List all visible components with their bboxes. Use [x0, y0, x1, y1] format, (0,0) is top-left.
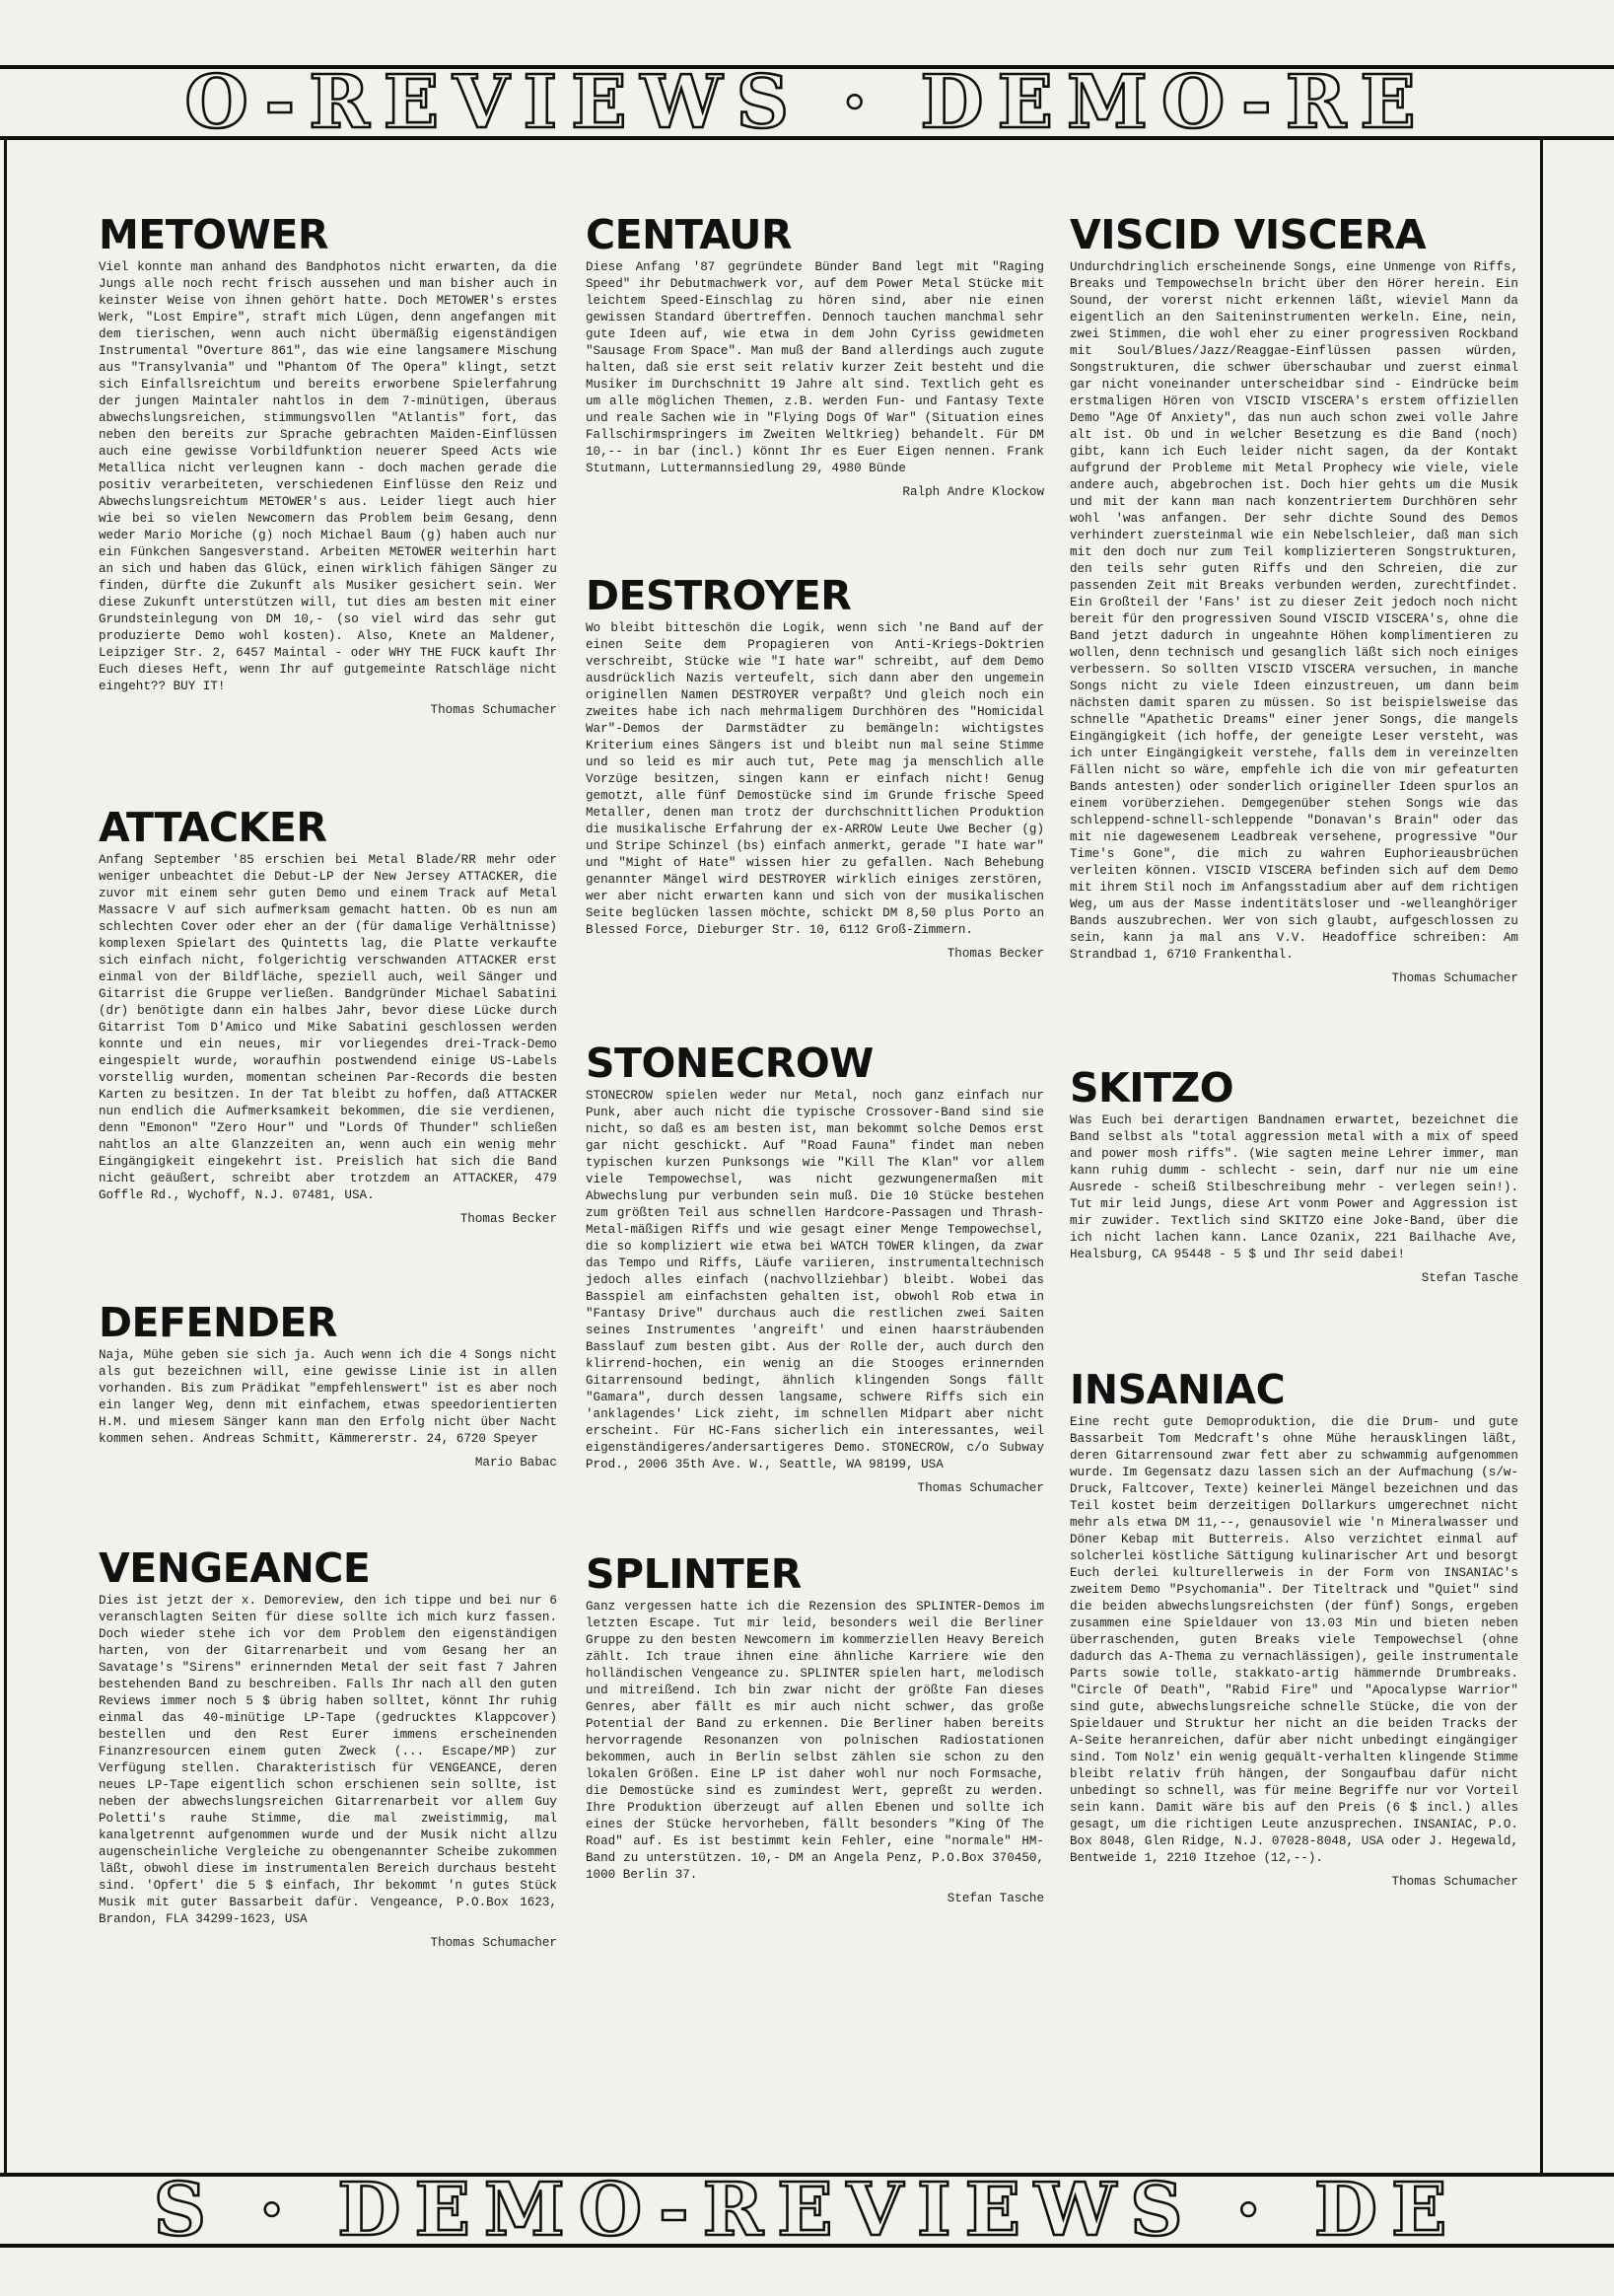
review-skitzo [1070, 1064, 1518, 1285]
review-author: Thomas Schumacher [430, 1936, 557, 1950]
review-insaniac [1070, 1366, 1518, 1889]
review-author: Mario Babac [474, 1456, 557, 1470]
review-author: Thomas Schumacher [1391, 1875, 1518, 1889]
review-text: Anfang September '85 erschien bei Metal Blade/RR mehr oder weniger unbeachtet die Debut-LP der New Jersey ATTACKER, die zuvor mit einem sehr guten Demo und einem Track auf Metal Massacre V auf sich aufmerksam gemacht hatten. Ob es nun am schlechten Cover oder eher an der (für damalige Verhältnisse) komplexen Spielart des Quintetts lag, die Platte verkaufte sich einfach nicht, folgerichtig verschwanden ATTACKER erst einmal von der Bildfläche, speziell auch, weil Sänger und Gitarrist die Gruppe verließen. Bandgründer Michael Sabatini (dr) benötigte dann ein halbes Jahr, bevor diese Lücke durch Gitarrist Tom D'Amico und Mike Sabatini geschlossen werden konnte und ein neues, mir vorliegendes drei-Track-Demo eingespielt wurde, woraufhin postwendend einige US-Labels vorstellig wurden, momentan scheinen Par-Records die besten Karten zu besitzen. In der Tat bleibt zu hoffen, daß ATTACKER nun endlich die Aufmerksamkeit bekommen, die sie verdienen, denn "Emonon" "Zero Hour" und "Lords Of Thunder" schließen nahtlos an alte Glanzzeiten an, wenn auch ein wenig mehr Eingängigkeit eingekehrt ist. Preislich hat sich die Band nicht geäußert, schreibt aber trotzdem an ATTACKER, 479 Goffle Rd., Wychoff, N.J. 07481, USA. [99, 853, 557, 1202]
review-title: SPLINTER [586, 1550, 802, 1598]
bottom-banner-text: S · DEMO-REVIEWS · DE [153, 2173, 1461, 2248]
review-title: DEFENDER [99, 1299, 337, 1346]
review-title: SKITZO [1070, 1064, 1234, 1112]
review-author: Thomas Becker [459, 1212, 557, 1226]
bottom-banner [0, 2173, 1614, 2248]
review-destroyer [586, 572, 1044, 961]
review-text: Undurchdringlich erscheinende Songs, eine Unmenge von Riffs, Breaks und Tempowechseln bricht über den Hörer herein. Ein Sound, der vorerst nicht erkennen läßt, wieviel Mann da eigentlich an den Saiteninstrumenten werkeln. Eine, nein, zwei Stimmen, die wohl eher zu einer progressiven Rockband mit Soul/Blues/Jazz/Reaggae-Einflüssen passen würden, Songstrukturen, die schwer überschaubar und zuerst einmal gar nicht voneinander unterscheidbar sind - Eindrücke beim erstmaligen Hören von VISCID VISCERA's erstem offiziellen Demo "Age Of Anxiety", das nun auch schon zwei volle Jahre alt ist. Ob und in welcher Besetzung es die Band (noch) gibt, kann ich Euch leider nicht sagen, da der Kontakt aufgrund der Probleme mit Metal Prophecy wie viele, viele andere auch, abgebrochen ist. Doch hier gehts um die Musik und mit der kann man nach konzentriertem Durchhören sehr wohl 'was anfangen. Der sehr dichte Sound des Demos verhindert zuersteinmal wie ein Nebelschleier, daß man sich mit den doch nur zum Teil komplizierteren Songstrukturen, den teils sehr guten Riffs und den Schreien, die zur passenden Zeit mit Breaks verbunden werden, zurechtfindet. Ein Großteil der 'Fans' ist zu dieser Zeit jedoch noch nicht bereit für den progressiven Sound VISCID VISCERA's, ohne die Band jetzt dadurch in ungeahnte Höhen komplimentieren zu wollen, denn technisch und gesanglich läßt sich noch einiges verbessern. So sollten VISCID VISCERA versuchen, in manche Songs nicht zu viele Ideen einzustreuen, um dann beim nächsten damit sparen zu müssen. So ist beispielsweise das schnelle "Apathetic Dreams" einer jener Songs, die mangels Eingängigkeit (ich hoffe, der geneigte Leser versteht, was ich unter Eingängigkeit verstehe, falls dem in vereinzelten Fällen nicht so wäre, empfehle ich die von mir gefeaturten Bands antesten) oder sonderlich origineller Ideen spurlos an einem vorüberziehen. Demgegenüber stehen Songs wie das schleppend-schnell-schleppende "Donavan's Brain" oder das mit nie dagewesenem Leadbreak versehene, progressive "Our Time's Gone", die mich zu wahren Euphorieausbrüchen verleiten können. VISCID VISCERA befinden sich auf dem Demo mit ihrem Stil noch im Anfangsstadium aber auf dem richtigen Weg, um aus der Masse indentitätsloser und -welleanghöriger Bands auszubrechen. Wer von sich glaubt, aufgeschlossen zu sein, kann ja mal ans V.V. Headoffice schreiben: Am Strandbad 1, 6710 Frankenthal. [1070, 260, 1518, 962]
review-text: Naja, Mühe geben sie sich ja. Auch wenn ich die 4 Songs nicht als gut bezeichnen will, eine gewisse Linie ist in allen vorhanden. Bis zum Prädikat "empfehlenswert" ist es aber noch ein langer Weg, denn mit einfachem, etwas speedorientierten H.M. und miesem Sänger kann man den Erfolg nicht über Nacht kommen sehen. Andreas Schmitt, Kämmererstr. 24, 6720 Speyer [99, 1348, 557, 1446]
review-viscid-viscera [1070, 211, 1518, 985]
column-2 [586, 211, 1044, 1939]
top-banner [0, 65, 1614, 140]
review-metower [99, 211, 557, 717]
review-defender [99, 1299, 557, 1470]
review-title: CENTAUR [586, 211, 793, 258]
review-author: Thomas Schumacher [430, 703, 557, 717]
review-title: VISCID VISCERA [1070, 211, 1427, 258]
review-text: STONECROW spielen weder nur Metal, noch ganz einfach nur Punk, aber auch nicht die typische Crossover-Band sind sie nicht, so daß es am besten ist, man bekommt solche Demos erst gar nicht geschickt. Auf "Road Fauna" findet man neben typischen kurzen Punksongs wie "Kill The Klan" vor allem viele Tempowechsel, was nicht gezwungenermaßen mit Abwechslung pur verbunden sein muß. Die 10 Stücke bestehen zum größten Teil aus schnellen Hardcore-Passagen und Thrash-Metal-mäßigen Riffs und wie gesagt einer Menge Tempowechsel, die so kompliziert wie etwa bei WATCH TOWER klingen, da zwar das Tempo und Riffs, Läufe variieren, instrumentaltechnisch jedoch alles einfach (nachvollziehbar) bleibt. Wobei das Basspiel am einfachsten gehalten ist, obwohl Rob etwa in "Fantasy Drive" durchaus auch die restlichen zwei Saiten seines Instrumentes 'angreift' und einen haarsträubenden Basslauf zum besten gibt. Aus der Rolle der, auch durch den klirrend-hochen, ein wenig an die Stooges erinnernden Gitarrensound bedingt, ähnlich klingenden Songs fällt "Gamara", durch dessen langsame, schwere Riffs sich ein 'anklagendes' Lick zieht, im schnellen Midpart aber nicht erscheint. Für HC-Fans sicherlich ein interessantes, weil eigenständigeres/andersartigeres Demo. STONECROW, c/o Subway Prod., 2006 35th Ave. W., Seattle, WA 98199, USA [586, 1089, 1044, 1471]
review-author: Ralph Andre Klockow [902, 485, 1044, 499]
review-author: Thomas Becker [947, 947, 1044, 961]
review-author: Stefan Tasche [1421, 1271, 1518, 1285]
review-stonecrow [586, 1040, 1044, 1495]
review-title: DESTROYER [586, 572, 852, 619]
review-attacker [99, 804, 557, 1226]
review-title: ATTACKER [99, 804, 327, 851]
left-rule [4, 138, 7, 2173]
review-centaur [586, 211, 1044, 499]
review-text: Eine recht gute Demoproduktion, die die Drum- und gute Bassarbeit Tom Medcraft's ohne Mühe herausklingen läßt, deren Gitarrensound zwar fett aber zu schwammig aufgenommen wurde. Im Gegensatz dazu lassen sich an der Aufmachung (s/w-Druck, Faltcover, Texte) keinerlei Mängel bezeichnen und das Teil kostet beim derzeitigen Dollarkurs umgerechnet nicht mehr als etwa DM 11,--, genausoviel wie 'n Mineralwasser und Döner Kebap mit Butterreis. Also verzichtet einmal auf solcherlei köstliche Sättigung kulinarischer Art und besorgt Euch derlei kulturellerweis in der Form von INSANIAC's zweitem Demo "Psychomania". Der Titeltrack und "Quiet" sind die beiden abwechslungsreichsten (der fünf) Songs, ergeben zusammen eine Spieldauer von 13.03 Min und bieten neben überraschenden, guten Breaks viele Tempowechsel (ohne dadurch das A-Thema zu vernachlässigen), geile instrumentale Parts sowie tolle, stakkato-artig hämmernde Drumbreaks. "Circle Of Death", "Rabid Fire" und "Apocalypse Warrior" sind gute, abwechslungsreiche schnelle Stücke, die von der Spieldauer und Struktur her nicht an die beiden Tracks der A-Seite heranreichen, dafür aber nicht unbedingt eingängiger sind. Tom Nolz' ein wenig gequält-verhalten klingende Stimme bleibt relativ früh hängen, der Songaufbau dafür nicht unbedingt so schnell, was für meine Begriffe nur vor Vorteil sein kann. Damit wäre bis auf den Preis (6 $ incl.) alles gesagt, um die richtigen Leute anzusprechen. INSANIAC, P.O. Box 8048, Glen Ridge, N.J. 07028-8048, USA oder J. Hegewald, Bentweide 1, 2210 Itzehoe (12,--). [1070, 1415, 1518, 1865]
review-title: METOWER [99, 211, 328, 258]
review-text: Wo bleibt bitteschön die Logik, wenn sich 'ne Band auf der einen Seite dem Propagieren von Anti-Kriegs-Doktrien verschreibt, Stücke wie "I hate war" schreibt, auf dem Demo ausdrücklich Nazis verteufelt, sich dann aber den ungemein originellen Namen DESTROYER verpaßt? Und gleich noch ein zweites habe ich nach mehrmaligem Durchhören des "Homicidal War"-Demos der Darmstädter zu bemängeln: wichtigstes Kriterium eines Sängers ist und bleibt nun mal seine Stimme und so leid es mir auch tut, Pete mag ja menschlich alle Vorzüge besitzen, singen kann er einfach nicht! Genug gemotzt, alle fünf Demostücke sind im Grunde frische Speed Metaller, denen man trotz der durchschnittlichen Produktion die musikalische Erfahrung der ex-ARROW Leute Uwe Becher (g) und Stripe Schinzel (bs) einfach anmerkt, gerade "I hate war" und "Might of Hate" wissen hier zu gefallen. Nach Behebung genannter Mängel wird DESTROYER wirklich einiges zerstören, wer aber nicht erwarten kann und sich von der musikalischen Seite beglücken lassen möchte, schickt DM 8,50 plus Porto an Blessed Force, Dieburger Str. 10, 6112 Groß-Zimmern. [586, 621, 1044, 937]
top-banner-text: O-REVIEWS · DEMO-RE [184, 65, 1430, 140]
review-text: Diese Anfang '87 gegründete Bünder Band legt mit "Raging Speed" ihr Debutmachwerk vor, auf dem Power Metal Stücke mit leichtem Speed-Einschlag zu hören sind, aber nie einen gewissen Standard übertreffen. Dennoch tauchen manchmal sehr gute Ideen auf, wie etwa in dem John Cyriss gewidmeten "Sausage From Space". Man muß der Band allerdings auch zugute halten, daß sie erst seit relativ kurzer Zeit besteht und die Musiker im Durchschnitt 19 Jahre alt sind. Textlich geht es um alle möglichen Themen, z.B. werden Fun- und Fantasy Texte und reale Sachen wie in "Flying Dogs Of War" (Situation eines Fallschirmspringers im Zweiten Weltkrieg) behandelt. Für DM 10,-- in bar (incl.) könnt Ihr es Euer Eigen nennen. Frank Stutmann, Luttermannsiedlung 29, 4980 Bünde [586, 260, 1044, 475]
review-author: Stefan Tasche [947, 1892, 1044, 1905]
review-text: Was Euch bei derartigen Bandnamen erwartet, bezeichnet die Band selbst als "total aggression metal with a mix of speed and power mosh riffs". (Wie sagten meine Lehrer immer, man kann ruhig dumm - schlecht - sein, darf nur nie um eine Ausrede - scheiß Stilbeschreibung mehr - verlegen sein!). Tut mir leid Jungs, diese Art vonm Power and Aggression ist mir zuwider. Textlich sind SKITZO eine Joke-Band, über die ich nicht lachen kann. Lance Ozanix, 221 Bailhache Ave, Healsburg, CA 95448 - 5 $ und Ihr seid dabei! [1070, 1113, 1518, 1261]
review-text: Viel konnte man anhand des Bandphotos nicht erwarten, da die Jungs alle noch recht frisch aussehen und man bisher auch in keinster Weise von ihnen gehört hatte. Doch METOWER's erstes Werk, "Lost Empire", straft mich Lügen, denn angefangen mit dem tierischen, wenn auch nicht übermäßig eigenständigen Instrumental "Overture 861", das wie eine langsamere Mischung aus "Transylvania" und "Phantom Of The Opera" klingt, setzt sich Einfallsreichtum und bereits erworbene Spielerfahrung der jungen Maintaler nahtlos in dem 7-minütigen, überaus abwechslungsreichen, stimmungsvollen "Atlantis" fort, das neben den bereits zur Sprache gebrachten Maiden-Einflüssen auch eine gewisse Vorbildfunktion neuerer Speed Acts wie Metallica nicht verleugnen kann - doch machen gerade die positiv verarbeiteten, verschiedenen Einflüsse den Reiz und Abwechslungsreichtum METOWER's aus. Leider liegt auch hier wie bei so vielen Newcomern das Problem beim Gesang, denn weder Mario Moriche (g) noch Michael Baum (g) haben auch nur ein Fünkchen Sangesverstand. Arbeiten METOWER weiterhin hart an sich und haben das Glück, einen wirklich fähigen Sänger zu finden, dürfte die Zukunft als Musiker gesichert sein. Wer diese Zukunft unterstützen will, tut dies am besten mit einer Grundsteinlegung von DM 10,- (so viel wird das sehr gut produzierte Demo wohl kosten). Also, Knete an Maldener, Leipziger Str. 2, 6457 Maintal - oder WHY THE FUCK kauft Ihr Euch dieses Heft, wenn Ihr auf gutgemeinte Ratschläge nicht eingeht?? BUY IT! [99, 260, 557, 693]
review-author: Thomas Schumacher [917, 1481, 1044, 1495]
right-rule [1540, 138, 1543, 2173]
review-text: Dies ist jetzt der x. Demoreview, den ich tippe und bei nur 6 veranschlagten Seiten für diese sollte ich mich kurz fassen. Doch wieder stehe ich vor dem Problem den eigenständigen harten, von der Gitarrenarbeit und vom Gesang her an Savatage's "Sirens" erinnernden Metal der seit fast 7 Jahren bestehenden Band zu beschreiben. Falls Ihr nach all den guten Reviews immer noch 5 $ übrig haben solltet, könnt Ihr ruhig einmal das 40-minütige LP-Tape (gedrucktes Klappcover) bestellen und den Rest Eurer immens erscheinenden Finanzresourcen einem guten Zweck (... Escape/MP) zur Verfügung stellen. Charakteristisch für VENGEANCE, deren neues LP-Tape eigentlich schon erschienen sein sollte, ist neben der abwechslungsreichen Gitarrenarbeit vor allem Guy Poletti's rauhe Stimme, die mal zweistimmig, mal kanalgetrennt aufgenommen wurde und der Musik nicht allzu augenscheinliche Vergleiche zu obengenannter Scheibe zukommen läßt, obwohl diese im instrumentalen Bereich durchaus besteht sind. 'Opfert' die 5 $ einfach, Ihr bekommt 'n gutes Stück Musik mit guter Bassarbeit dafür. Vengeance, P.O.Box 1623, Brandon, FLA 34299-1623, USA [99, 1594, 557, 1926]
review-splinter [586, 1550, 1044, 1905]
review-title: INSANIAC [1070, 1366, 1286, 1413]
review-vengeance [99, 1544, 557, 1950]
column-3 [1070, 211, 1518, 1922]
review-text: Ganz vergessen hatte ich die Rezension des SPLINTER-Demos im letzten Escape. Tut mir leid, besonders weil die Berliner Gruppe zu den besten Newcomern im kommerziellen Heavy Bereich zählt. Ich traue ihnen eine ähnliche Karriere wie den holländischen Vengeance zu. SPLINTER spielen hart, melodisch und mitreißend. Ich bin zwar nicht der größte Fan dieses Genres, aber fällt es mir auch nicht schwer, das große Potential der Band zu erkennen. Die Berliner haben bereits hervorragende Resonanzen von polnischen Radiostationen bekommen, auch in Berlin selbst zählen sie schon zu den lokalen Größen. Eine LP ist daher wohl nur noch Formsache, die Demostücke sind es zumindest Wert, gepreßt zu werden. Ihre Produktion überzeugt auf allen Ebenen und sollte ich eines der Stücke hervorheben, fällt besonders "King Of The Road" auf. Es ist bestimmt kein Fehler, eine "normale" HM-Band zu unterstützen. 10,- DM an Angela Penz, P.O.Box 370450, 1000 Berlin 37. [586, 1600, 1044, 1882]
column-1 [99, 211, 557, 1983]
review-title: VENGEANCE [99, 1544, 371, 1592]
review-author: Thomas Schumacher [1391, 971, 1518, 985]
review-title: STONECROW [586, 1040, 874, 1087]
